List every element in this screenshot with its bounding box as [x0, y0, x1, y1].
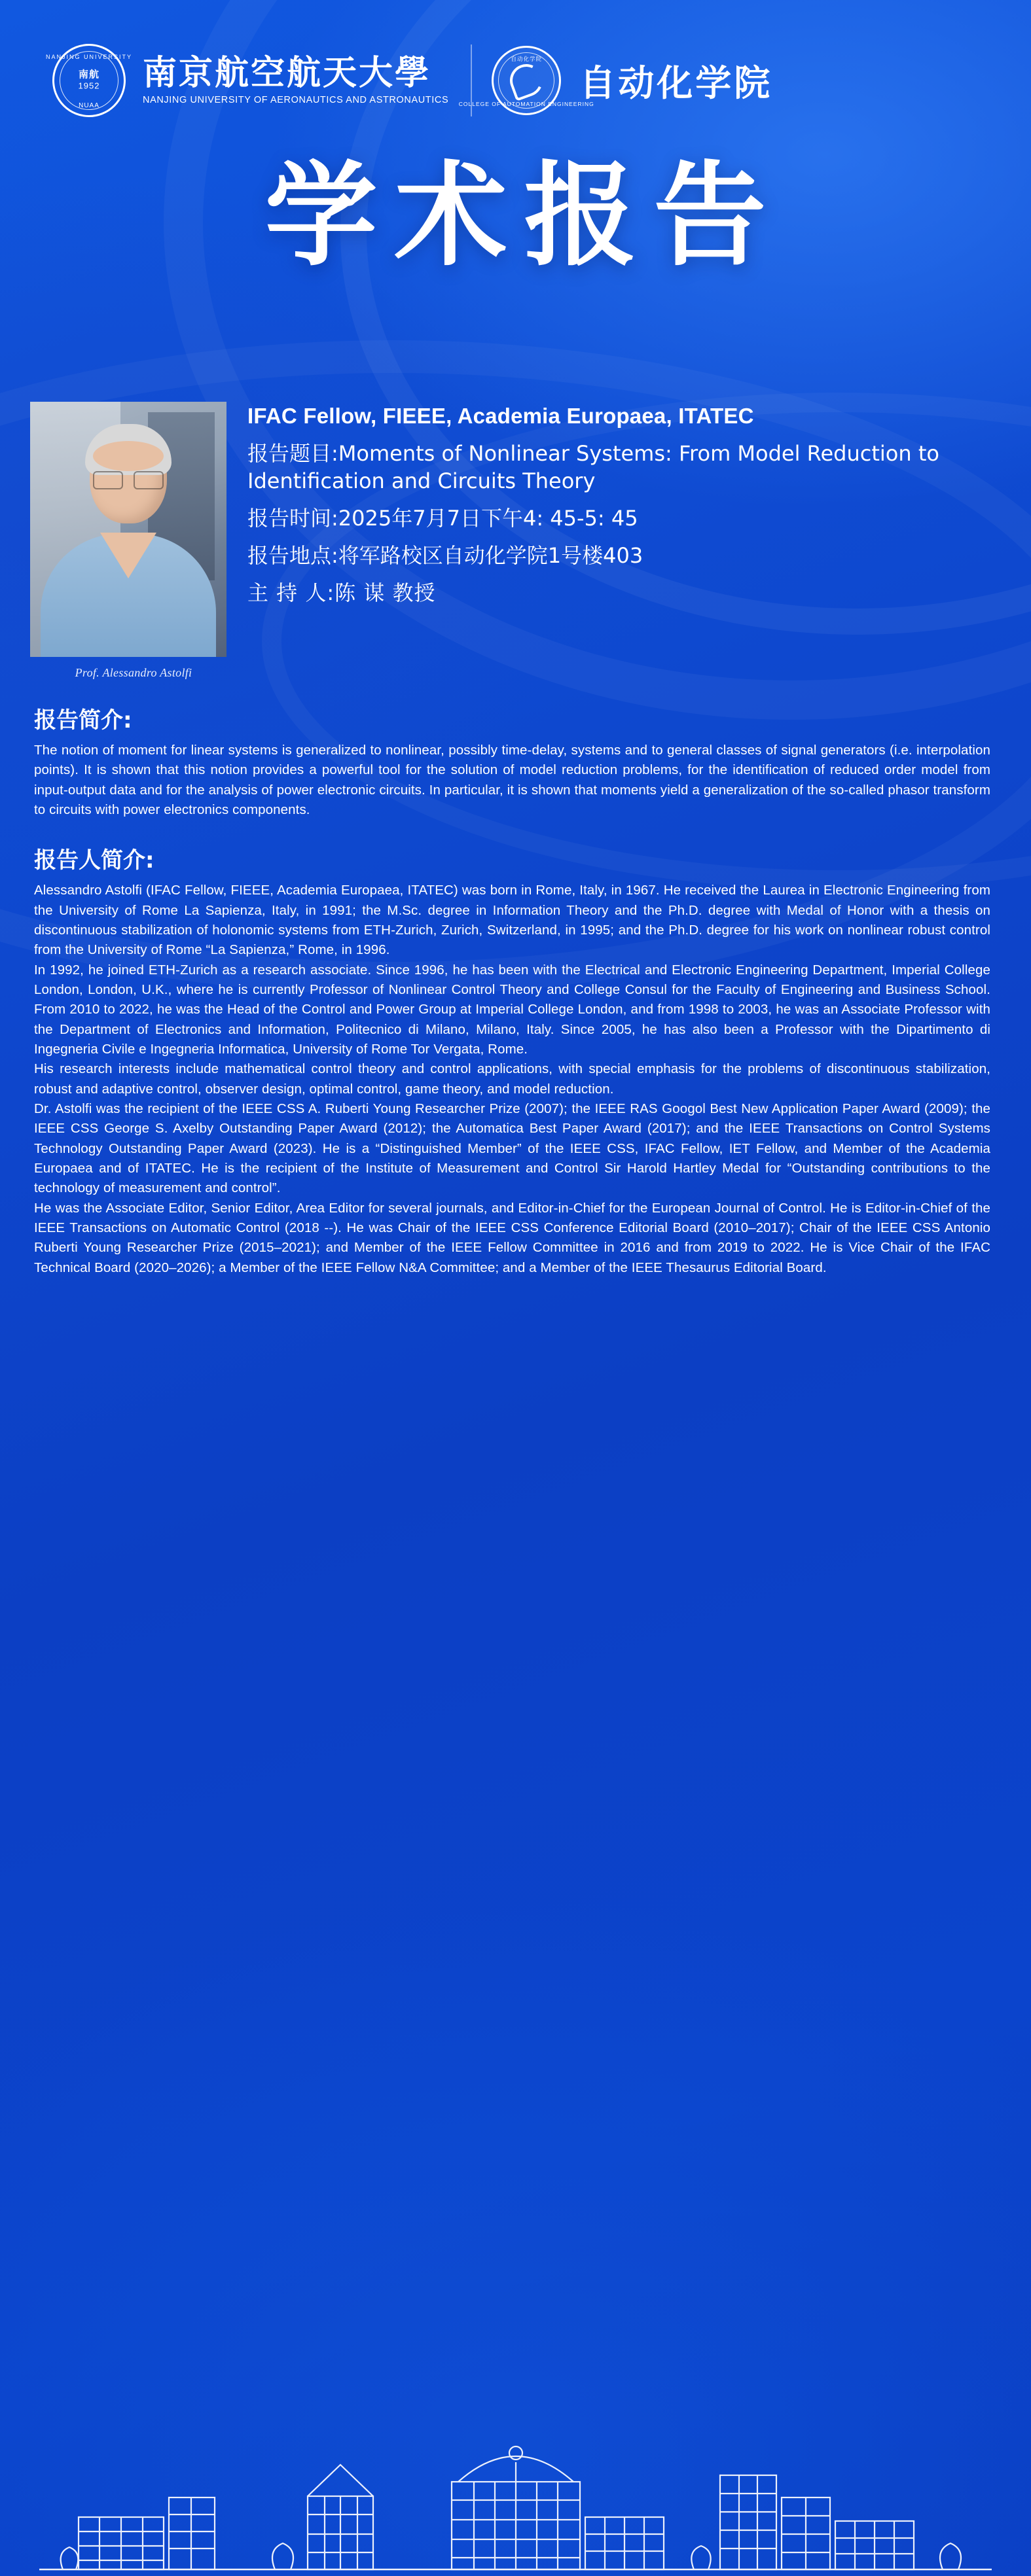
university-seal-center — [54, 69, 124, 92]
university-seal-year: 1952 — [78, 80, 100, 91]
talk-host-value: 陈 谋 教授 — [335, 580, 436, 606]
biography-paragraph: He was the Associate Editor, Senior Editor, Area Editor for several journals, and Editor-in-Chief for the European Journal of Control. He is Editor-in-Chief of the IEEE Transactions on Automatic Control (2018 --). He was Chair of the IEEE CSS Conference Editorial Board (2010–2017); Chair of the IEEE CSS Antonio Ruberti Young Researcher Prize (2015–2021); and Member of the IEEE Fellow Committee in 2016 and from 2019 to 2022. He is Vice Chair of the IFAC Technical Board (2020–2026); a Member of the IEEE Fellow N&A Committee; and a Member of the IEEE Thesaurus Editorial Board. — [34, 1200, 990, 1275]
college-seal-mark-icon — [505, 59, 547, 101]
poster-header — [0, 0, 1031, 109]
abstract-section — [34, 702, 990, 820]
talk-time-value: 2025年7月7日下午4: 45-5: 45 — [338, 506, 638, 531]
biography-paragraph: Dr. Astolfi was the recipient of the IEEE CSS A. Ruberti Young Researcher Prize (2007); the IEEE RAS Googol Best New Application Paper Award (2009); the IEEE CSS George S. Axelby Outstanding Paper Award (2012); the Automatica Best Paper Award (2017); and the IEEE Transactions on Control Systems Technology Outstanding Paper Award (2023). He is a “Distinguished Member” of the IEEE CSS, IFAC Fellow, IET Fellow, and Member of the Academia Europaea and of ITATEC. He is the recipient of the Institute of Measurement and Control Sir Harold Hartley Medal for “Outstanding contributions to the technology of measurement and control”. — [34, 1101, 990, 1196]
biography-paragraph: In 1992, he joined ETH-Zurich as a research associate. Since 1996, he has been with the Electrical and Electronic Engineering Department, Imperial College London, London, U.K., where he is currently Professor of Nonlinear Control Theory and College Consul for the Faculty of Engineering and Business School. From 2010 to 2022, he was the Head of the Control and Power Group at Imperial College London, and from 1998 to 2003, he was an Associate Professor with the Department of Electronics and Information, Politecnico di Milano, Milano, Italy. Since 2005, he has also been a Professor with the Dipartimento di Ingegneria Civile e Ingegneria Informatica, University of Rome Tor Vergata, Rome. — [34, 962, 990, 1057]
biography-section — [34, 842, 990, 1278]
talk-title-label: 报告题目: — [247, 440, 338, 466]
talk-host-label: 主 持 人: — [247, 580, 335, 606]
talk-title-line — [247, 440, 992, 496]
college-seal-arc-bottom: COLLEGE OF AUTOMATION ENGINEERING — [458, 100, 594, 107]
abstract-body — [34, 741, 990, 820]
university-seal-center-text: 南航 — [78, 69, 99, 80]
photo-glasses-icon — [93, 471, 164, 488]
speaker-honors: IFAC Fellow, FIEEE, Academia Europaea, ITATEC — [247, 404, 754, 428]
biography-paragraph: His research interests include mathematical control theory and control applications, with special emphasis for the problems of discontinuous stabilization, robust and adaptive control, observer design, optimal control, game theory, and model reduction. — [34, 1061, 990, 1097]
abstract-heading: 报告简介: — [34, 707, 132, 733]
college-seal-arc-top: 自动化学院 — [511, 55, 542, 62]
talk-place-label: 报告地点: — [247, 543, 338, 569]
talk-title-value: Moments of Nonlinear Systems: From Model Reduction to Identification and Circuits Theory — [247, 440, 939, 494]
speaker-photo-caption: Prof. Alessandro Astolfi — [75, 666, 192, 679]
speaker-details — [237, 402, 1031, 680]
abstract-paragraph: The notion of moment for linear systems is generalized to nonlinear, possibly time-delay, systems and to general classes of signal generators (i.e. interpolation points). It is shown that this notion provides a powerful tool for the solution of model reduction problems, for the identification of reduced order model from input-output data and for the analysis of power electronic circuits. In particular, it is shown that moments yield a generalization of the so-called phasor transform to circuits with power electronics components. — [34, 743, 990, 817]
university-seal-icon — [45, 44, 133, 117]
talk-place-value: 将军路校区自动化学院1号楼403 — [338, 543, 643, 569]
university-name-en: NANJING UNIVERSITY OF AERONAUTICS AND ASTRONAUTICS — [143, 95, 449, 106]
speaker-photo — [30, 402, 226, 657]
talk-host-line — [247, 579, 992, 607]
university-seal-bottom-text: NUAA — [79, 101, 99, 109]
talk-time-label: 报告时间: — [247, 506, 338, 531]
biography-heading: 报告人简介: — [34, 847, 154, 874]
poster-title: 学术报告 — [264, 150, 784, 281]
college-seal-icon — [458, 46, 594, 115]
college-name-cn: 自动化学院 — [579, 62, 773, 104]
campus-skyline-illustration — [0, 2419, 1031, 2576]
university-name-block — [143, 55, 448, 105]
speaker-photo-block — [30, 402, 237, 680]
university-name-cn: 南京航空航天大學 — [143, 53, 431, 93]
biography-paragraph: Alessandro Astolfi (IFAC Fellow, FIEEE, Academia Europaea, ITATEC) was born in Rome, Italy, in 1967. He received the Laurea in Electronic Engineering from the University of Rome La Sapienza, Italy, in 1991; the M.Sc. degree in Information Theory and the Ph.D. degree with Medal of Honor with a thesis on discontinuous stabilization of holonomic systems from ETH-Zurich, Zurich, Switzerland, in 1995; and the Ph.D. degree for his work on nonlinear robust control from the University of Rome “La Sapienza,” Rome, in 1996. — [34, 883, 990, 958]
talk-time-line — [247, 504, 992, 533]
biography-body — [34, 881, 990, 1278]
talk-place-line — [247, 542, 992, 570]
university-seal-arc-text: NANJING UNIVERSITY — [45, 53, 133, 60]
speaker-section — [0, 402, 1031, 680]
